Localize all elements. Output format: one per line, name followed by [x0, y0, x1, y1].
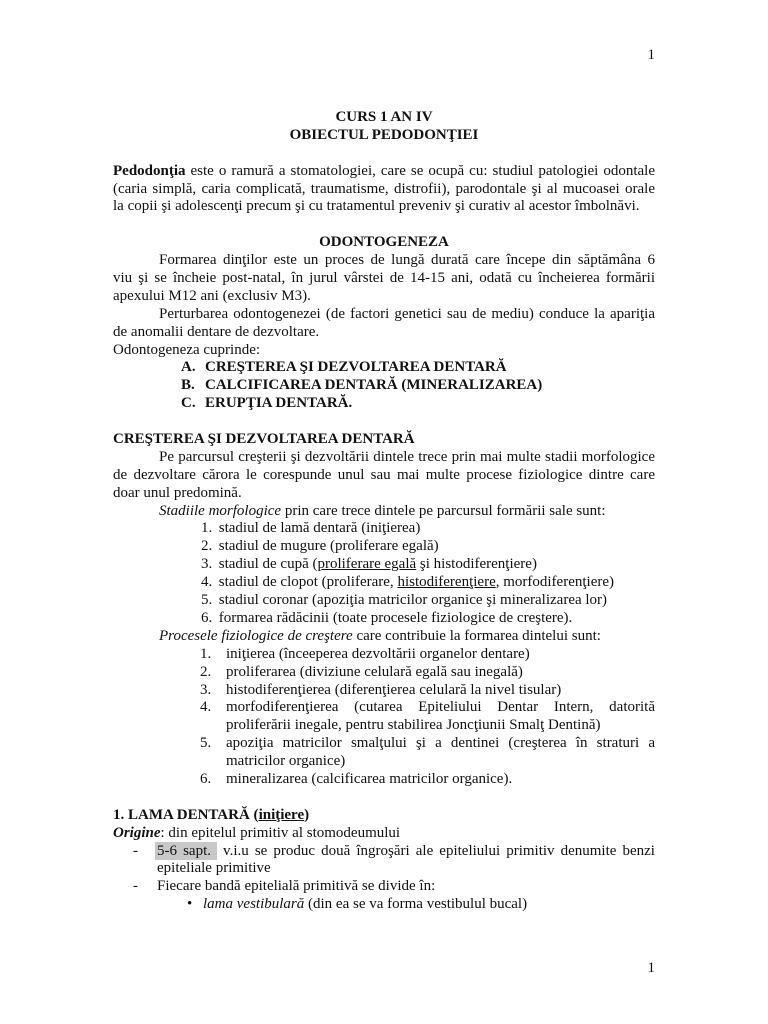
stage-text: stadiul de lamă dentară (iniţierea) — [218, 520, 421, 537]
dash-item-text: v.i.u se produc două îngroşări ale epiteliului primitiv denumite benzi — [216, 842, 655, 859]
spacer — [113, 216, 655, 234]
stage-number: 6. — [201, 609, 213, 626]
phase-letter: C. — [181, 395, 196, 412]
page-content — [113, 109, 655, 914]
phase-item — [113, 377, 655, 395]
phase-item — [113, 359, 655, 377]
phase-text: CALCIFICAREA DENTARĂ (MINERALIZAREA) — [205, 377, 543, 394]
intro-text: este o ramură a stomatologiei, care se ocupă cu: studiul patologiei odontale — [185, 162, 655, 179]
processes-intro — [113, 628, 655, 646]
paragraph-line: de anomalii dentare de dezvoltare. — [113, 323, 320, 340]
bullet-item — [113, 896, 655, 914]
stage-item — [113, 556, 655, 574]
paragraph-line: apexului M12 ani (exclusiv M3). — [113, 287, 311, 304]
stage-text: formarea rădăcinii (toate procesele fiziologice de creştere). — [218, 609, 573, 626]
origin-label: Origine — [113, 824, 161, 841]
lama-heading-prefix: 1. LAMA DENTARĂ ( — [113, 806, 259, 823]
stages-intro-italic: Stadiile morfologice — [159, 502, 282, 519]
stage-text: , morfodiferenţiere) — [495, 574, 615, 591]
stage-number: 1. — [201, 520, 213, 537]
phase-text: ERUPŢIA DENTARĂ. — [205, 395, 353, 412]
process-number: 2. — [200, 663, 212, 680]
spacer — [113, 145, 655, 163]
section-heading-odontogeneza: ODONTOGENEZA — [319, 234, 449, 251]
phase-text: CREŞTEREA ŞI DEZVOLTAREA DENTARĂ — [205, 359, 507, 376]
process-number: 3. — [200, 681, 212, 698]
process-text: proliferarea (diviziune celulară egală sau inegală) — [226, 663, 523, 680]
stages-intro — [113, 503, 655, 521]
course-subtitle: OBIECTUL PEDODONŢIEI — [289, 126, 479, 143]
dash-marker: - — [133, 878, 138, 895]
stage-number: 5. — [201, 592, 213, 609]
stage-text: stadiul de cupă ( — [218, 556, 318, 573]
origin-line — [113, 825, 655, 843]
stage-number: 3. — [201, 556, 213, 573]
paragraph-line: Formarea dinţilor este un proces de lungă durată care începe din săptămâna 6 — [159, 252, 655, 269]
stage-item — [113, 574, 655, 592]
bullet-item-italic: lama vestibulară — [203, 896, 305, 913]
stage-text: şi histodiferenţiere) — [416, 556, 537, 573]
paragraph-line: de dezvoltare cărora le corespunde unul sau mai multe procese fiziologice dintre care — [113, 466, 655, 483]
stage-text: stadiul de mugure (proliferare egală) — [218, 538, 439, 555]
bullet-item-text: (din ea se va forma vestibulul bucal) — [304, 896, 528, 913]
process-number: 5. — [200, 735, 212, 752]
spacer — [113, 413, 655, 431]
stage-number: 4. — [201, 574, 213, 591]
paragraph-line: Pe parcursul creşterii şi dezvoltării dintele trece prin mai multe stadii morfologice — [159, 448, 655, 465]
process-item — [113, 664, 655, 682]
phase-letter: A. — [181, 359, 196, 376]
intro-term: Pedodonţia — [113, 162, 186, 179]
process-text: apoziţia matricilor smalţului şi a dentinei (creşterea în straturi a — [226, 735, 655, 752]
process-text: iniţierea (înceeperea dezvoltării organelor dentare) — [226, 645, 530, 662]
process-item — [113, 682, 655, 700]
stage-item — [113, 610, 655, 628]
phase-letter: B. — [181, 377, 195, 394]
process-item — [113, 771, 655, 789]
stage-text-underlined: histodiferenţiere — [397, 574, 496, 591]
stage-number: 2. — [201, 538, 213, 555]
section-heading-lama — [113, 807, 655, 825]
highlighted-text: 5-6 sapt. — [155, 842, 217, 860]
dash-item-text: Fiecare bandă epitelială primitivă se divide în: — [157, 878, 436, 895]
paragraph-line: viu şi se încheie post-natal, în jurul vârstei de 14-15 ani, odată cu încheierea formării — [113, 270, 655, 287]
process-item-continuation: proliferării inegale, pentru stabilirea Joncţiunii Smalţ Dentină) — [226, 717, 601, 734]
list-intro: Odontogeneza cuprinde: — [113, 341, 261, 358]
phase-item — [113, 395, 655, 413]
page-number-bottom: 1 — [647, 960, 655, 976]
spacer — [113, 789, 655, 807]
process-text: histodiferenţierea (diferenţierea celulară la nivel tisular) — [226, 681, 562, 698]
stage-item — [113, 520, 655, 538]
paragraph-line: Perturbarea odontogenezei (de factori genetici sau de mediu) conduce la apariţia — [159, 305, 655, 322]
process-item — [113, 699, 655, 717]
section-heading-crestere: CREŞTEREA ŞI DEZVOLTAREA DENTARĂ — [113, 431, 415, 448]
intro-line: (caria simplă, caria complicată, traumatisme, distrofii), parodontale şi al mucoasei orale — [113, 180, 655, 197]
dash-marker: - — [133, 842, 138, 859]
process-number: 1. — [200, 645, 212, 662]
dash-item-continuation: epiteliale primitive — [157, 860, 271, 877]
process-item — [113, 735, 655, 753]
stage-text: stadiul coronar (apoziţia matricilor organice şi mineralizarea lor) — [218, 592, 608, 609]
lama-heading-suffix: ) — [304, 806, 310, 823]
stages-intro-rest: prin care trece dintele pe parcursul formării sale sunt: — [281, 502, 606, 519]
intro-line — [113, 163, 655, 181]
process-number: 6. — [200, 770, 212, 787]
page-number-top: 1 — [647, 47, 655, 63]
stage-text: stadiul de clopot (proliferare, — [218, 574, 398, 591]
process-item-continuation: matricilor organice) — [226, 753, 346, 770]
intro-line: la copii şi adolescenţi precum şi cu tratamentul preveniv şi curativ al acestor îmbolnăvi. — [113, 198, 640, 215]
processes-intro-italic: Procesele fiziologice de creştere — [159, 627, 353, 644]
origin-text: : din epitelul primitiv al stomodeumului — [160, 824, 401, 841]
dash-item — [113, 878, 655, 896]
stage-text-underlined: proliferare egală — [317, 556, 417, 573]
process-number: 4. — [200, 699, 212, 716]
paragraph-line: doar unul predomină. — [113, 484, 242, 501]
lama-heading-underlined: iniţiere — [258, 806, 305, 823]
process-text: morfodiferenţierea (cutarea Epiteliului Dentar Intern, datorită — [226, 699, 655, 716]
bullet-marker: • — [187, 896, 193, 913]
stage-item — [113, 538, 655, 556]
process-item — [113, 646, 655, 664]
process-text: mineralizarea (calcificarea matricilor organice). — [226, 770, 513, 787]
course-title: CURS 1 AN IV — [335, 109, 433, 125]
processes-intro-rest: care contribuie la formarea dintelui sunt: — [352, 627, 601, 644]
stage-item — [113, 592, 655, 610]
dash-item — [113, 843, 655, 861]
